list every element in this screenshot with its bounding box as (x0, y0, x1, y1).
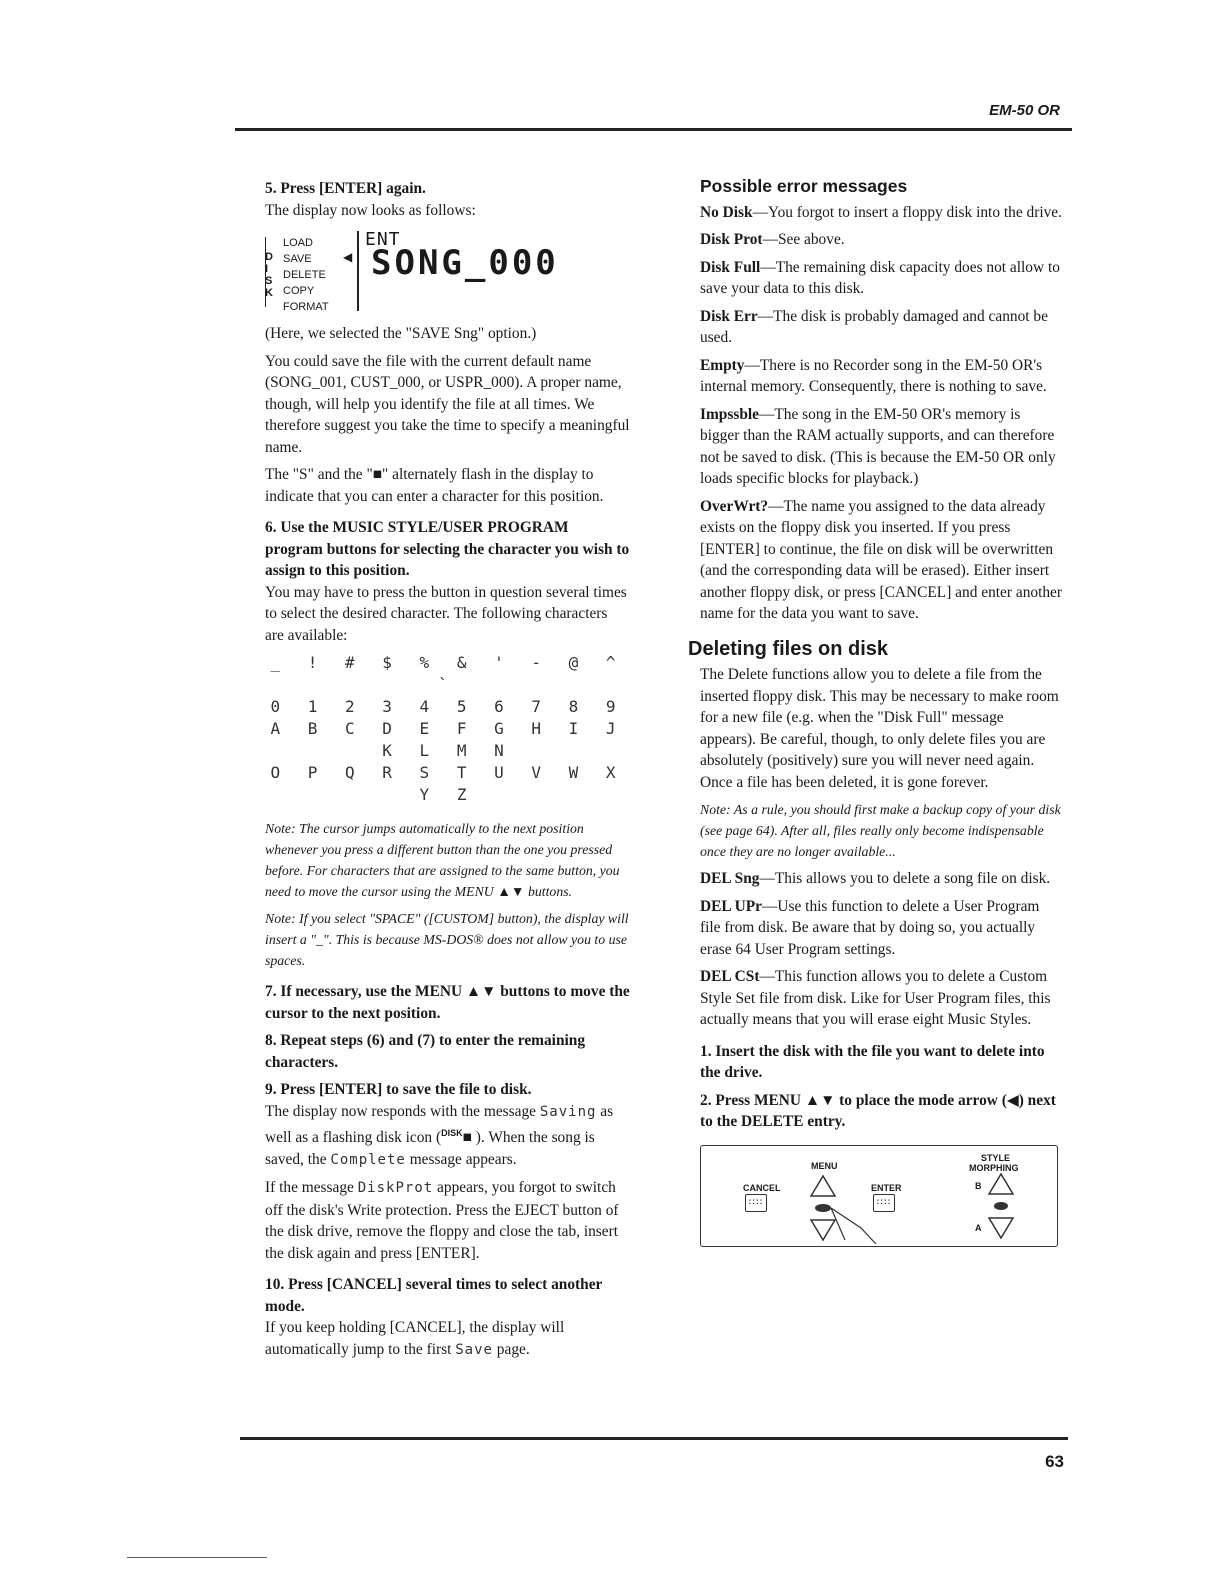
char-row-digits: 0 1 2 3 4 5 6 7 8 9 (270, 697, 625, 716)
morph-b-icon (989, 1174, 1013, 1194)
right-column (688, 176, 1063, 1247)
error-no-disk: No Disk—You forgot to insert a floppy disk into the drive. (700, 203, 1062, 221)
step9-f: appears, you forgot to switch off the disk's Write protection. Press the EJECT button of the disk drive, remove the floppy and close the tab, insert the disk again and press [ENTER]. (265, 1179, 619, 1262)
step9-e: If the message (265, 1179, 354, 1197)
style-morphing-buttons[interactable] (983, 1166, 1023, 1242)
left-column (265, 178, 630, 1367)
delete-heading: Deleting files on disk (688, 637, 889, 660)
pointing-hand-icon (831, 1208, 876, 1244)
char-row-a-n: A B C D E F G H I J K L M N (270, 719, 625, 760)
bottom-rule (240, 1437, 1068, 1440)
lcd-song-name: SONG_000 (371, 242, 559, 283)
error-disk-err: Disk Err—The disk is probably damaged and cannot be used. (700, 307, 1048, 346)
del-custom-style: DEL CSt—This function allows you to delete a Custom Style Set file from disk. Like for User Program files, this actually means that you will erase eight Music Styles. (700, 968, 1051, 1028)
panel-enter-label: ENTER (871, 1182, 902, 1193)
note-space: Note: If you select "SPACE" ([CUSTOM] button), the display will insert a "_". This is because MS-DOS® does not allow you to use spaces. (265, 911, 629, 968)
disk-label-s: S (265, 275, 273, 287)
disk-icon: ■ (462, 1129, 472, 1147)
del-user-program: DEL UPr—Use this function to delete a User Program file from disk. Be aware that by doing so, you actually erase 64 User Program settings. (700, 897, 1040, 958)
step6-text: You may have to press the button in question several times to select the desired character. The following characters are available: (265, 583, 627, 644)
del-song: DEL Sng—This allows you to delete a song file on disk. (700, 870, 1051, 887)
errors-heading: Possible error messages (700, 176, 908, 196)
cancel-button[interactable]: :::: (745, 1194, 767, 1212)
lcd-saving: Saving (539, 1103, 597, 1120)
enter-button[interactable]: :::: (873, 1194, 895, 1212)
lcd-readout (365, 229, 595, 281)
step7: 7. If necessary, use the MENU ▲▼ buttons to move the cursor to the next position. (265, 983, 630, 1022)
panel-style-label: STYLE (981, 1152, 1011, 1163)
running-header: EM-50 OR (989, 102, 1060, 119)
delete-step2: 2. Press MENU ▲▼ to place the mode arrow (◀) next to the DELETE entry. (700, 1091, 1056, 1130)
menu-copy: COPY (283, 285, 315, 297)
para-flash: The "S" and the "■" alternately flash in the display to indicate that you can enter a character for this position. (265, 466, 604, 505)
step5-text: The display now looks as follows: (265, 201, 476, 219)
mode-arrow-icon: ◀ (343, 250, 353, 264)
step10-title: 10. Press [CANCEL] several times to select another mode. (265, 1276, 603, 1315)
morph-a-icon (989, 1218, 1013, 1238)
step8: 8. Repeat steps (6) and (7) to enter the remaining characters. (265, 1032, 586, 1071)
step9-a: The display now responds with the message (265, 1102, 536, 1120)
footer-link-underline (127, 1557, 267, 1558)
menu-bracket (265, 237, 278, 307)
disk-label-k: K (265, 287, 273, 299)
menu-divider-icon (815, 1204, 831, 1212)
char-row-o-z: O P Q R S T U V W X Y Z (270, 763, 625, 804)
panel-buttons-figure (700, 1145, 1058, 1247)
disk-label-d: D (265, 251, 273, 263)
char-row-symbols: _ ! # $ % & ' - @ ^ ` (270, 653, 625, 694)
menu-down-icon (811, 1220, 835, 1240)
step10-body (265, 1317, 630, 1361)
panel-a-label: A (975, 1222, 982, 1233)
step6-title: 6. Use the MUSIC STYLE/USER PROGRAM program buttons for selecting the character you wish to assign to this position. (265, 519, 630, 579)
disk-icon-label: DISK (441, 1128, 463, 1138)
lcd-prefix: ENT (365, 229, 401, 250)
panel-menu-label: MENU (811, 1160, 838, 1171)
lcd-diskprot: DiskProt (357, 1180, 434, 1197)
menu-up-down-buttons[interactable] (801, 1168, 901, 1244)
error-impssble: Impssble—The song in the EM-50 OR's memory is bigger than the RAM actually supports, and can therefore not be saved to disk. (This is because the EM-50 OR only loads specific blocks for playback.) (700, 405, 1056, 487)
step10-b: page. (496, 1340, 530, 1358)
menu-format: FORMAT (283, 301, 329, 313)
error-disk-prot: Disk Prot—See above. (700, 231, 845, 248)
delete-step1: 1. Insert the disk with the file you want to delete into the drive. (700, 1042, 1045, 1081)
lcd-display-figure (265, 229, 595, 313)
error-empty: Empty—There is no Recorder song in the EM-50 OR's internal memory. Consequently, there is nothing to save. (700, 356, 1047, 395)
disk-label-i: I (265, 263, 269, 275)
step10-a: If you keep holding [CANCEL], the display will automatically jump to the first (265, 1319, 565, 1358)
error-overwrt: OverWrt?—The name you assigned to the data already exists on the floppy disk you inserted. If you press [ENTER] to continue, the file on disk will be overwritten (and the corresponding data will be erased). Either insert another floppy disk, or press [CANCEL] and enter another name for the data you want to save. (700, 497, 1063, 622)
step9-prot (265, 1177, 630, 1264)
menu-up-icon (811, 1176, 835, 1196)
character-table (265, 652, 630, 806)
delete-note: Note: As a rule, you should first make a backup copy of your disk (see page 64). After all, files really only become indispensable once they are no longer available... (700, 802, 1061, 859)
step9-d: message appears. (409, 1150, 517, 1168)
panel-b-label: B (975, 1180, 982, 1191)
lcd-complete: Complete (330, 1151, 406, 1168)
step9-b: as well as a flashing disk icon ( (265, 1102, 614, 1147)
display-divider (357, 231, 359, 311)
step9-title: 9. Press [ENTER] to save the file to disk. (265, 1081, 532, 1098)
step5-title: 5. Press [ENTER] again. (265, 180, 426, 197)
menu-save: SAVE (283, 253, 312, 265)
para-default-name: You could save the file with the current default name (SONG_001, CUST_000, or USPR_000). A proper name, though, will help you identify the file at all times. We therefore suggest you take the time to specify a meaningful name. (265, 352, 630, 456)
panel-cancel-label: CANCEL (743, 1182, 781, 1193)
error-disk-full: Disk Full—The remaining disk capacity does not allow to save your data to this disk. (700, 258, 1060, 297)
step9-c: ). When the song is saved, the (265, 1129, 595, 1168)
morph-divider-icon (994, 1202, 1008, 1210)
menu-delete: DELETE (283, 269, 326, 281)
top-rule (235, 128, 1072, 131)
note-cursor: Note: The cursor jumps automatically to the next position whenever you press a different button than the one you pressed before. For characters that are assigned to the same button, you need to move the cursor using the MENU ▲▼ buttons. (265, 821, 620, 899)
step9-body (265, 1101, 630, 1172)
para-selected-option: (Here, we selected the "SAVE Sng" option.) (265, 325, 537, 342)
menu-load: LOAD (283, 237, 313, 249)
panel-morphing-label: MORPHING (969, 1162, 1019, 1173)
lcd-save: Save (455, 1341, 493, 1358)
page-number: 63 (1045, 1452, 1064, 1471)
delete-intro: The Delete functions allow you to delete a file from the inserted floppy disk. This may be necessary to make room for a new file (e.g. when the "Disk Full" message appears). Be careful, though, to only delete files you are absolutely (positively) sure you will never need again. Once a file has been deleted, it is gone forever. (700, 666, 1059, 791)
